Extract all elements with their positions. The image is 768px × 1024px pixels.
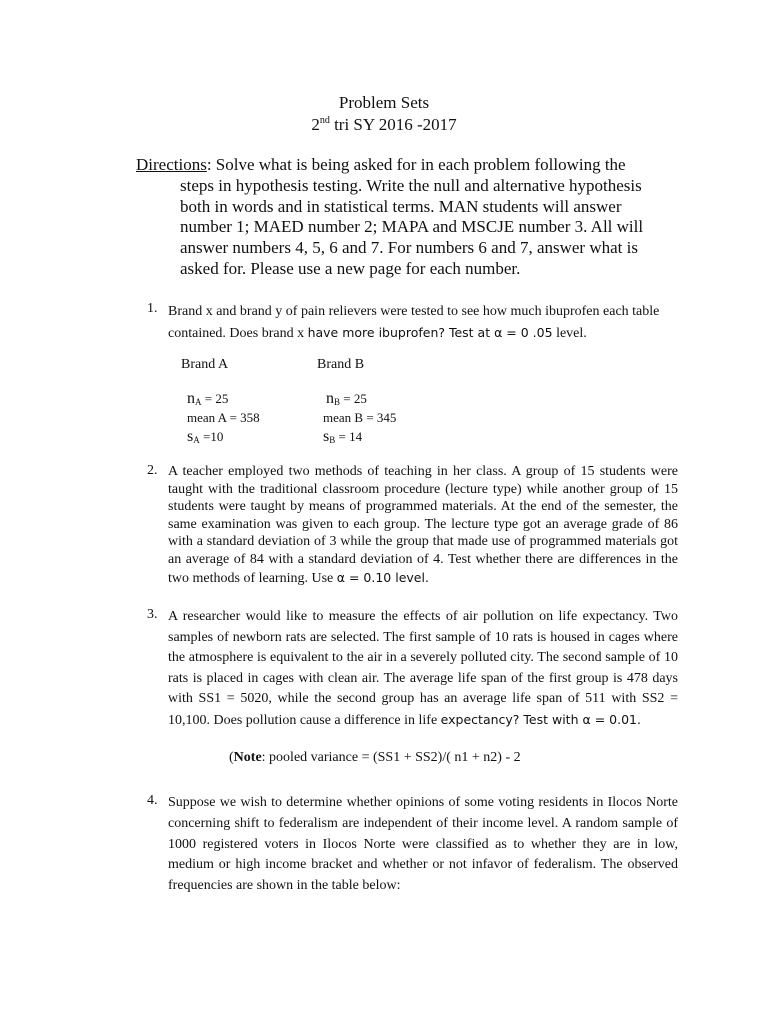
note-open-paren: ( [229,750,234,765]
problem-4-text: Suppose we wish to determine whether opinions of some voting residents in Ilocos Norte concerning shift to federalism are independent of their income level. A random sample of 1000 registered voters in Ilocos Norte were classified as to whether they are in low, medium or high income bracket and whether or not infavor of federalism. The observed frequencies are shown in the table below: [168,795,678,894]
problem-3-text [168,607,678,731]
directions-block [136,155,656,280]
problem-2-number: 2. [147,463,158,478]
brand-a-std-dev [187,428,223,446]
brand-b-std-dev [323,428,362,446]
problem-2-text [168,463,678,587]
document-subtitle [0,115,768,135]
problem-1-text-a: Brand x and brand y of pain relievers were tested to see how much ibuprofen each table contained. Does brand x [168,304,660,341]
problem-1-text [168,301,673,344]
brand-a-s-value: =10 [199,429,224,444]
note-label: Note [233,750,262,765]
problem-1-number: 1. [147,301,158,316]
problem-1-text-b: have more ibuprofen? Test at α = 0 .05 [307,325,553,340]
problem-3-text-a: A researcher would like to measure the effects of air pollution on life expectancy. Two samples of newborn rats are selected. The first sample of 10 rats is housed in cages where the atmosphere is equivalent to the air in a severely polluted city. The second sample of 10 rats is placed in cages with clean air. The average life span of the first group is 478 days with SS1 = 5020, while the second group has an average life span of 511 with SS2 = 10,100. Does pollution cause a difference in life [168,609,678,728]
brand-b-s-symbol: s [323,428,330,445]
note-text: : pooled variance = (SS1 + SS2)/( n1 + n2) - 2 [261,750,521,765]
brand-b-n-symbol: n [326,390,334,407]
brand-a-s-subscript: A [193,435,200,445]
brand-b-n-value: = 25 [340,391,367,406]
directions-label: Directions [136,155,207,174]
brand-b-mean: mean B = 345 [323,410,397,425]
brand-b-s-value: = 14 [335,429,363,444]
brand-b-n-subscript: B [334,397,341,407]
brand-a-n-value: = 25 [201,391,229,406]
problem-3-text-b: expectancy? Test with α = 0.01. [440,711,641,727]
problem-4-number: 4. [147,793,158,808]
problem-1-text-c: level. [552,326,587,341]
directions-line1: : Solve what is being asked for in each problem following the [206,155,626,174]
term-school-year: tri SY 2016 -2017 [329,115,457,134]
problem-3-note [229,750,521,766]
brand-a-mean: mean A = 358 [187,410,260,425]
brand-a-heading: Brand A [181,357,229,372]
term-ordinal: 2 [311,115,320,134]
brand-a-sample-size [187,390,228,408]
brand-a-n-symbol: n [187,390,195,407]
brand-a-n-subscript: A [195,397,202,407]
term-ordinal-suffix: nd [319,115,330,126]
brand-a-s-symbol: s [187,428,194,445]
problem-3-number: 3. [147,607,158,622]
document-title: Problem Sets [338,93,430,112]
problem-2-text-a: A teacher employed two methods of teaching in her class. A group of 15 students were taught with the traditional classroom procedure (lecture type) while another group of 15 students were taught by means of programmed materials. At the end of the semester, the same examination was given to each group. The lecture type got an average grade of 86 with a standard deviation of 3 while the group that made use of programmed materials got an average of 84 with a standard deviation of 4. Test whether there are differences in the two methods of learning. Use [168,464,678,586]
problem-2-text-b: α = 0.10 level. [336,569,429,585]
brand-b-heading: Brand B [317,357,365,372]
brand-b-sample-size [326,390,367,408]
directions-body: steps in hypothesis testing. Write the null and alternative hypothesis both in words and in statistical terms. MAN students will answer number 1; MAED number 2; MAPA and MSCJE number 3. All will answer numbers 4, 5, 6 and 7. For numbers 6 and 7, answer what is asked for. Please use a new page for each number. [180,175,644,278]
brand-b-s-subscript: B [329,435,336,445]
directions-first-line [136,155,656,176]
